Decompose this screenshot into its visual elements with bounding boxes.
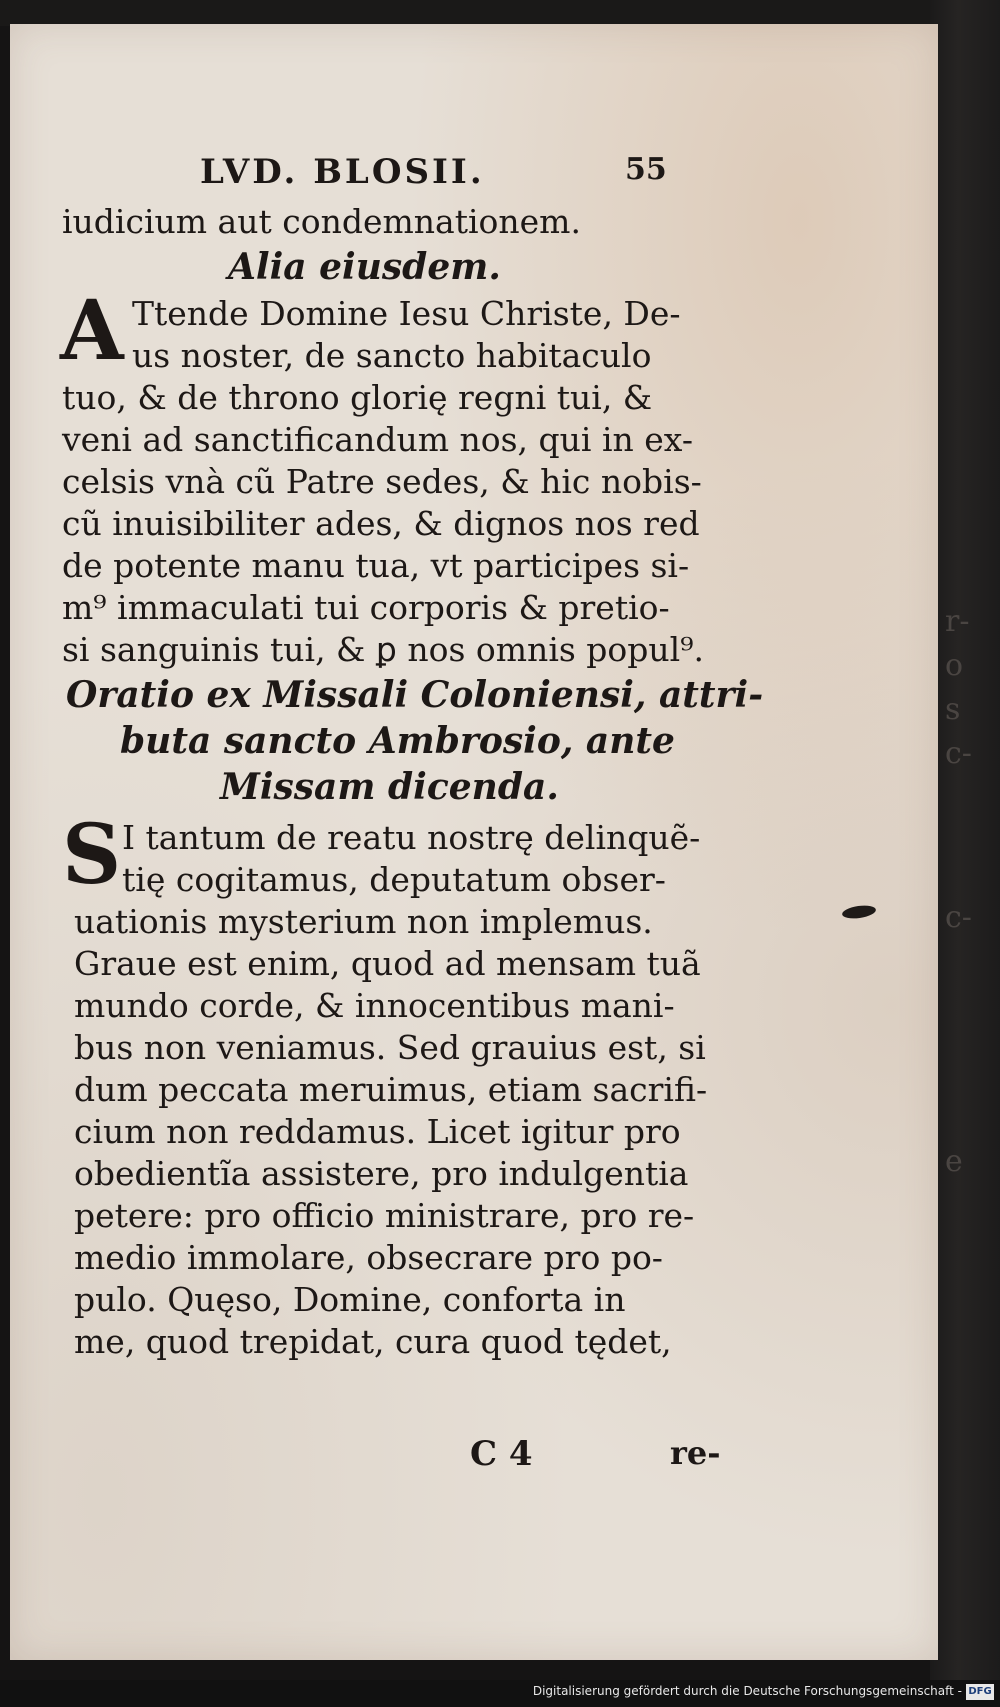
- text-line: I tantum de reatu nostrę delinquẽ-: [122, 818, 701, 857]
- text-line: cium non reddamus. Licet igitur pro: [74, 1112, 681, 1151]
- section-heading: Alia eiusdem.: [228, 246, 501, 288]
- digitization-credit: Digitalisierung gefördert durch die Deutsche Forschungsgemeinschaft -: [532, 1684, 962, 1698]
- text-line: Graue est enim, quod ad mensam tuã: [74, 944, 701, 983]
- text-line: obedientĩa assistere, pro indulgentia: [74, 1154, 689, 1193]
- running-head: LVD. BLOSII.: [200, 152, 485, 192]
- text-line: iudicium aut condemnationem.: [62, 202, 581, 241]
- text-line: Ttende Domine Iesu Christe, De-: [132, 294, 681, 333]
- text-line: dum peccata meruimus, etiam sacrifi-: [74, 1070, 708, 1109]
- text-line: petere: pro officio ministrare, pro re-: [74, 1196, 695, 1235]
- text-line: veni ad sanctificandum nos, qui in ex-: [62, 420, 693, 459]
- page-number: 55: [625, 152, 667, 187]
- text-line: me, quod trepidat, cura quod tędet,: [74, 1322, 672, 1361]
- drop-capital: A: [60, 283, 124, 379]
- text-line: medio immolare, obsecrare pro po-: [74, 1238, 663, 1277]
- text-line: uationis mysterium non implemus.: [74, 902, 653, 941]
- book-page: [10, 24, 938, 1660]
- text-line: cũ inuisibiliter ades, & dignos nos red: [62, 504, 700, 543]
- text-line: pulo. Quęso, Domine, conforta in: [74, 1280, 626, 1319]
- text-line: si sanguinis tui, & ꝑ nos omnis popul⁹.: [62, 630, 704, 669]
- text-line: de potente manu tua, vt participes si-: [62, 546, 690, 585]
- catchword: re-: [670, 1434, 721, 1472]
- text-line: mundo corde, & innocentibus mani-: [74, 986, 675, 1025]
- dfg-logo: DFG: [966, 1684, 994, 1700]
- section-heading-line: buta sancto Ambrosio, ante: [120, 720, 675, 762]
- text-line: celsis vnà cũ Patre sedes, & hic nobis-: [62, 462, 702, 501]
- text-line: us noster, de sancto habitaculo: [132, 336, 652, 375]
- facing-page-bleed-text: r- o s c- c- e: [945, 604, 972, 1179]
- text-line: tuo, & de throno glorię regni tui, &: [62, 378, 653, 417]
- ink-blot: [841, 904, 876, 921]
- section-heading-line: Oratio ex Missali Coloniensi, attri-: [66, 674, 764, 716]
- section-heading-line: Missam dicenda.: [220, 766, 559, 808]
- signature-mark: C 4: [470, 1434, 533, 1474]
- text-line: m⁹ immaculati tui corporis & pretio-: [62, 588, 670, 627]
- drop-capital: S: [62, 807, 122, 903]
- text-line: tię cogitamus, deputatum obser-: [122, 860, 666, 899]
- top-scan-edge: [0, 0, 1000, 26]
- text-line: bus non veniamus. Sed grauius est, si: [74, 1028, 706, 1067]
